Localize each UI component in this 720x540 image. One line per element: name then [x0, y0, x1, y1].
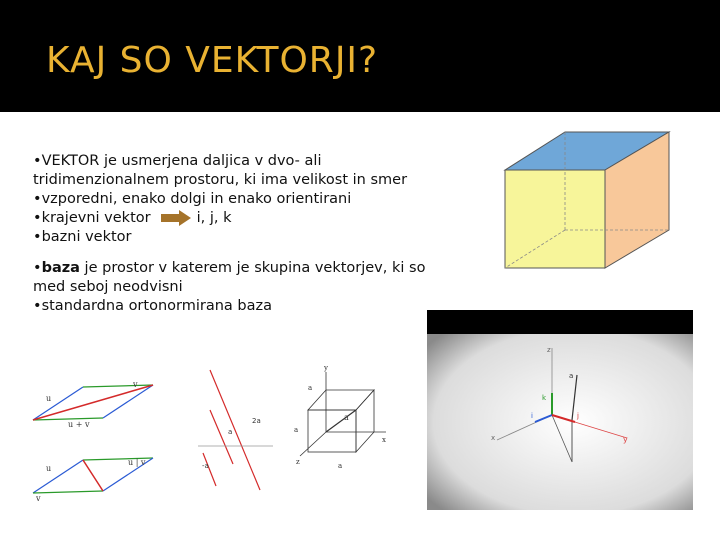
u-label-top: u	[46, 394, 52, 403]
label-a: a	[228, 428, 233, 436]
v-label-bottom: v	[36, 494, 41, 503]
bullet-dot: •	[33, 153, 42, 169]
label-2a: 2a	[252, 417, 261, 425]
ay-label: a	[308, 384, 313, 392]
cube-figure	[475, 125, 699, 273]
title-bar	[0, 0, 720, 112]
diff-label: u | v	[128, 458, 146, 467]
axis-z-label: z	[296, 458, 300, 466]
basis-j-label: j	[577, 412, 579, 420]
a-label: a	[344, 413, 349, 422]
bullet-basis-definition	[33, 259, 433, 297]
basis-box-figure	[286, 360, 391, 478]
bullet-text-ijk: i, j, k	[196, 210, 232, 226]
bullet-text: krajevni vektor	[41, 210, 151, 226]
bullet-dot: •	[33, 298, 42, 314]
bullet-position-vector	[33, 209, 433, 228]
bullet-standard-basis	[33, 297, 433, 316]
slide-title: KAJ SO VEKTORJI?	[46, 40, 379, 81]
label-neg-a: -a	[202, 462, 209, 470]
vector-a-label: a	[569, 372, 574, 380]
axis-x-label: x	[382, 436, 386, 444]
az-label: a	[294, 426, 299, 434]
v-label-top: v	[133, 380, 138, 389]
bullet-text: je prostor v katerem je skupina vektorjev, ki so med seboj neodvisni	[33, 260, 426, 295]
bullet-dot: •	[33, 210, 42, 226]
axis-y-label: y	[623, 435, 628, 444]
sum-label: u + v	[68, 420, 90, 429]
bullet-bold: baza	[41, 260, 80, 276]
basis-i-label: i	[531, 412, 533, 420]
bullet-dot: •	[33, 260, 42, 276]
ortho-basis-figure	[427, 310, 693, 510]
bullet-text: bazni vektor	[41, 229, 132, 245]
axis-y-label: y	[324, 364, 328, 372]
basis-k-label: k	[542, 394, 547, 402]
bullet-text: standardna ortonormirana baza	[41, 298, 272, 314]
parallel-vectors-figure	[188, 368, 278, 498]
bullet-dot: •	[33, 191, 42, 207]
vector-addition-figure	[28, 375, 163, 505]
right-arrow-icon	[161, 210, 191, 226]
bullet-text: VEKTOR je usmerjena daljica v dvo- ali tridimenzionalnem prostoru, ki ima velikost in smer	[33, 153, 408, 188]
bullet-vector-definition	[33, 152, 433, 190]
bullet-parallel	[33, 190, 433, 209]
axis-z-label: z	[547, 346, 551, 354]
bullet-text: vzporedni, enako dolgi in enako orientirani	[41, 191, 352, 207]
cube-front-face	[505, 170, 605, 268]
slide-body	[33, 152, 433, 316]
u-label-bottom: u	[46, 464, 52, 473]
bullet-basis-vector	[33, 228, 433, 247]
axis-x-label: x	[491, 434, 496, 442]
ax-label: a	[338, 462, 343, 470]
bullet-dot: •	[33, 229, 42, 245]
